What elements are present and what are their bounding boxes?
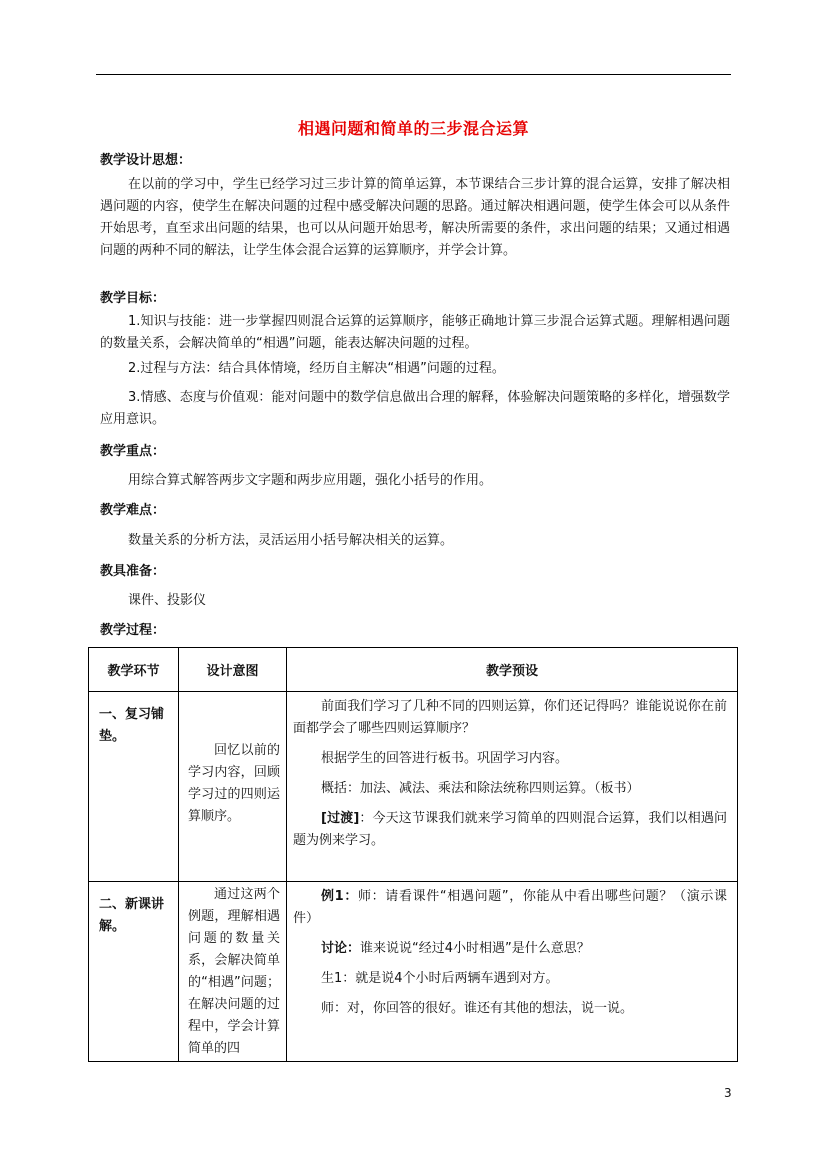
transition-text: ：今天这节课我们就来学习简单的四则混合运算，我们以相遇问题为例来学习。	[293, 811, 727, 848]
key-heading: 教学重点：	[100, 444, 166, 459]
preset-text: 师：对，你回答的很好。谁还有其他的想法，说一说。	[321, 1001, 634, 1016]
tools-heading: 教具准备：	[100, 564, 166, 579]
table-row	[89, 882, 738, 1062]
header-intent: 设计意图	[179, 648, 287, 692]
preset-text: 概括：加法、减法、乘法和除法统称四则运算。（板书）	[321, 781, 640, 796]
process-heading: 教学过程：	[100, 623, 166, 638]
intent-cell: 通过这两个例题，理解相遇问题的数量关系，会解决简单的“相遇”问题；在解决问题的过程中，学会计算简单的四	[179, 882, 287, 1062]
example-label: 例1：	[321, 889, 358, 904]
table-header-row	[89, 648, 738, 692]
intent-cell: 回忆以前的学习内容，回顾学习过的四则运算顺序。	[179, 692, 287, 882]
goal-2: 2.过程与方法：结合具体情境，经历自主解决“相遇”问题的过程。	[128, 361, 505, 376]
goal-3: 3.情感、态度与价值观：能对问题中的数学信息做出合理的解释，体验解决问题策略的多样化，增强数学应用意识。	[100, 390, 730, 427]
key-text: 用综合算式解答两步文字题和两步应用题，强化小括号的作用。	[128, 473, 493, 488]
preset-text: 根据学生的回答进行板书。巩固学习内容。	[321, 751, 569, 766]
discussion-label: 讨论：	[321, 941, 361, 956]
stage-cell: 二、新课讲解。	[89, 882, 179, 1062]
example-text: 师：请看课件“相遇问题”，你能从中看出哪些问题？（演示课件）	[293, 889, 727, 926]
preset-cell	[287, 882, 738, 1062]
header-stage: 教学环节	[89, 648, 179, 692]
document-title: 相遇问题和简单的三步混合运算	[297, 119, 529, 138]
design-heading: 教学设计思想：	[100, 153, 192, 168]
preset-text	[293, 886, 727, 930]
table-row	[89, 692, 738, 882]
transition-label: [过渡]	[321, 811, 360, 826]
preset-text	[293, 808, 727, 852]
page-number: 3	[724, 1086, 732, 1100]
discussion-text: 谁来说说“经过4小时相遇”是什么意思？	[360, 941, 590, 956]
goals-heading: 教学目标：	[100, 291, 166, 306]
tools-text: 课件、投影仪	[128, 593, 207, 608]
header-preset: 教学预设	[287, 648, 738, 692]
preset-cell	[287, 692, 738, 882]
difficulty-text: 数量关系的分析方法，灵活运用小括号解决相关的运算。	[128, 533, 454, 548]
design-paragraph: 在以前的学习中，学生已经学习过三步计算的简单运算，本节课结合三步计算的混合运算，安排了解决相遇问题的内容，使学生在解决问题的过程中感受解决问题的思路。通过解决相遇问题，使学生体会可以从条件开始思考，直至求出问题的结果，也可以从问题开始思考，解决所需要的条件，求出问题的结果；又通过相遇问题的两种不同的解法，让学生体会混合运算的运算顺序，并学会计算。	[100, 177, 730, 258]
difficulty-heading: 教学难点：	[100, 503, 166, 518]
preset-text: 前面我们学习了几种不同的四则运算，你们还记得吗？谁能说说你在前面都学会了哪些四则运算顺序？	[293, 699, 727, 736]
preset-text: 生1：就是说4个小时后两辆车遇到对方。	[321, 971, 559, 986]
preset-text	[293, 938, 727, 960]
process-table	[88, 647, 738, 1062]
stage-cell: 一、复习铺垫。	[89, 692, 179, 882]
header-rule	[96, 74, 731, 75]
goal-1: 1.知识与技能：进一步掌握四则混合运算的运算顺序，能够正确地计算三步混合运算式题。理解相遇问题的数量关系，会解决简单的“相遇”问题，能表达解决问题的过程。	[100, 314, 730, 351]
